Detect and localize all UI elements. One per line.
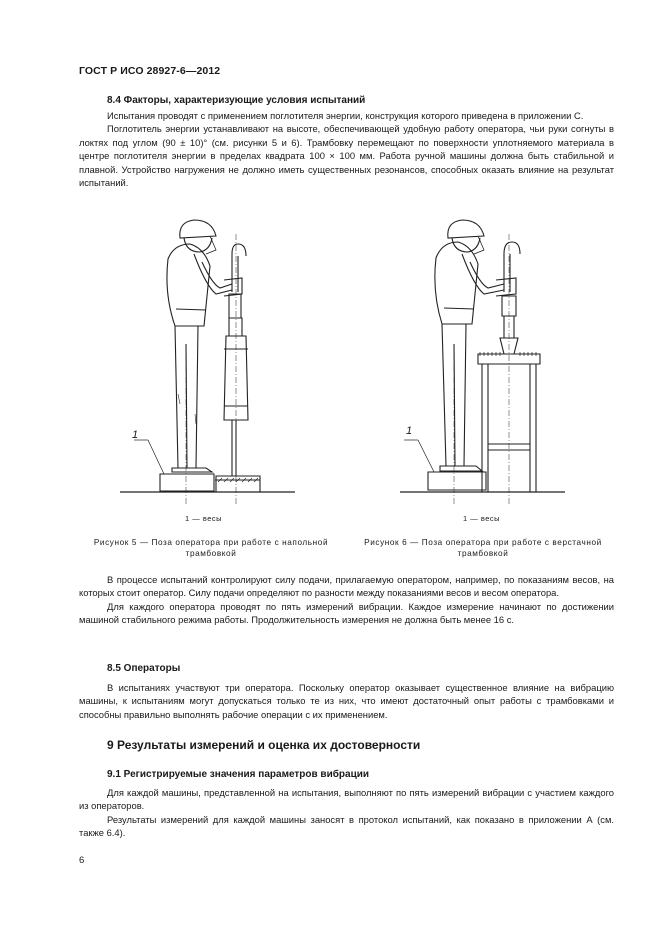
figure-6-marker: 1: [406, 425, 413, 437]
section-9-heading: 9 Результаты измерений и оценка их достоверности: [107, 738, 421, 752]
figure-5-drawing: [120, 214, 310, 499]
section-9-1-heading: 9.1 Регистрируемые значения параметров вибрации: [107, 769, 370, 780]
figure-5-marker: 1: [132, 429, 139, 441]
paragraph: Для каждой машины, представленной на испытания, выполняют по пять измерений вибрации с участием каждого из операторов.: [79, 787, 614, 812]
paragraph: Для каждого оператора проводят по пять измерений вибрации. Каждое измерение начинают по достижении машиной стабильного режима работы. Продолжительность измерения не должна быть менее 16 с.: [79, 600, 614, 626]
after-figures-body: [79, 573, 614, 627]
section-8-4-body: [79, 109, 614, 189]
page-number: 6: [79, 855, 85, 866]
paragraph: В процессе испытаний контролируют силу подачи, прилагаемую оператором, например, по показаниям весов, на которых стоит оператор. Силу подачи определяют по разности между показаниями весов и весом оператора.: [79, 574, 614, 599]
section-8-5-heading: 8.5 Операторы: [107, 663, 181, 674]
figure-5-caption: Рисунок 5 — Поза оператора при работе с напольной трамбовкой: [93, 538, 329, 558]
paragraph: Испытания проводят с применением поглотителя энергии, конструкция которого приведена в приложении C.: [107, 110, 584, 121]
figure-6-caption: Рисунок 6 — Поза оператора при работе с верстачной трамбовкой: [364, 538, 602, 558]
figure-6-drawing: [400, 214, 580, 499]
document-header: ГОСТ Р ИСО 28927-6—2012: [79, 65, 221, 77]
section-8-5-body: [79, 681, 614, 721]
paragraph: В испытаниях участвуют три оператора. Поскольку оператор оказывает существенное влияние на вибрацию машины, к испытаниям могут допускаться только те из них, что имеют достаточный опыт работы с трамбовками и способны правильно выполнять рабочие операции с их применением.: [79, 682, 614, 720]
figure-6-legend: 1 — весы: [463, 514, 501, 523]
figure-5-legend: 1 — весы: [185, 514, 223, 523]
section-8-4-heading: 8.4 Факторы, характеризующие условия испытаний: [107, 95, 366, 106]
section-9-1-body: [79, 786, 614, 840]
paragraph: Результаты измерений для каждой машины заносят в протокол испытаний, как показано в приложении А (см. также 6.4).: [79, 813, 614, 839]
paragraph: Поглотитель энергии устанавливают на высоте, обеспечивающей удобную работу оператора, чьи руки согнуты в локтях под углом (90 ± 10)° (см. рисунки 5 и 6). Трамбовку перемещают по поверхности уплотняемого материала в центре поглотителя энергии в пределах квадрата 100 × 100 мм. Работа ручной машины должна быть стабильной и плавной. Устройство нагружения не должно иметь существенных резонансов, способных оказать влияние на результат испытаний.: [79, 123, 614, 189]
